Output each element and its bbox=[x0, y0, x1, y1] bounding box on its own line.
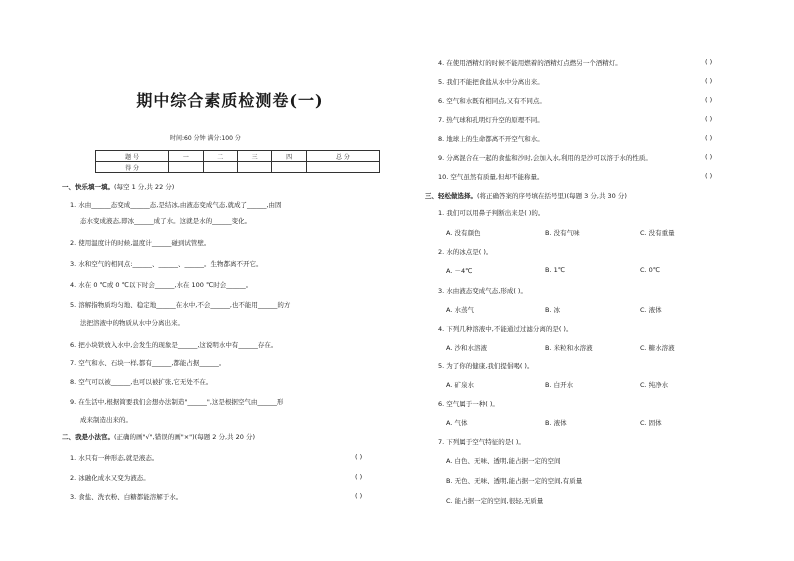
table-cell: 题 号 bbox=[96, 151, 169, 162]
option-c: C. 没有重量 bbox=[640, 229, 675, 237]
option-c: C. 0℃ bbox=[640, 266, 661, 274]
question-line: 8. 地球上的生命都离不开空气和水。 bbox=[438, 135, 544, 143]
option-a: A. 矿泉水 bbox=[446, 381, 474, 389]
option-b: B. 白开水 bbox=[545, 381, 574, 389]
page-title: 期中综合素质检测卷(一) bbox=[136, 91, 324, 110]
answer-paren: ( ) bbox=[705, 115, 713, 123]
exam-meta: 时间:60 分钟 满分:100 分 bbox=[170, 135, 241, 142]
question-line: 态水变成液态,即冰______成了水。这就是水的______变化。 bbox=[80, 217, 252, 225]
option-c: C. 液体 bbox=[640, 306, 662, 314]
section-note: (每空 1 分,共 22 分) bbox=[114, 183, 175, 191]
option-b: B. 米粒和水溶液 bbox=[545, 344, 593, 352]
question-line: 4. 下列几种溶液中,不能通过过滤分离的是( )。 bbox=[438, 325, 573, 333]
option-c: C. 能占据一定的空间,很轻,无质量 bbox=[446, 497, 544, 505]
question-line: 5. 我们不能把食盐从水中分离出来。 bbox=[438, 78, 544, 86]
question-line: 2. 冰融化成水又变为液态。 bbox=[70, 474, 150, 482]
question-line: 法把溶液中的物质从水中分离出来。 bbox=[80, 319, 184, 327]
score-header-row bbox=[96, 151, 380, 162]
answer-paren: ( ) bbox=[355, 492, 363, 500]
section-heading bbox=[62, 182, 174, 191]
table-cell: 二 bbox=[203, 151, 237, 162]
option-b: B. 冰 bbox=[545, 306, 561, 314]
score-table bbox=[95, 150, 380, 173]
section-note: (正确的画"√",错误的画"×")(每题 2 分,共 20 分) bbox=[114, 433, 255, 441]
option-b: B. 液体 bbox=[545, 419, 567, 427]
option-c: C. 纯净水 bbox=[640, 381, 669, 389]
option-a: A. 没有颜色 bbox=[446, 229, 481, 237]
option-c: C. 固体 bbox=[640, 419, 662, 427]
answer-paren: ( ) bbox=[705, 96, 713, 104]
question-line: 7. 下列属于空气特征的是( )。 bbox=[438, 438, 525, 446]
question-line: 5. 溶解指物质均匀地、稳定地______在水中,不会______,也不能用______的方 bbox=[70, 301, 291, 309]
section-note: (将正确答案的序号填在括号里)(每题 3 分,共 30 分) bbox=[477, 192, 627, 200]
answer-paren: ( ) bbox=[355, 453, 363, 461]
question-line: 成来制造出来的。 bbox=[80, 416, 132, 424]
question-line: 7. 空气和水、石块一样,都有______,都能占据______。 bbox=[70, 359, 226, 367]
question-line: 3. 食盐、洗衣粉、白糖都能溶解于水。 bbox=[70, 493, 183, 501]
question-line: 9. 在生活中,根据简要我们会想办法制造"______",这是根据空气由______形 bbox=[70, 398, 284, 406]
section-title: 一、快乐填一填。 bbox=[62, 183, 114, 191]
section-heading bbox=[425, 191, 627, 200]
option-a: A. 白色、无味、透明,能占据一定的空间 bbox=[446, 457, 561, 465]
question-line: 10. 空气虽然有质量,但却不能称量。 bbox=[438, 173, 544, 181]
question-line: 3. 水和空气的相同点:______、______、______。生物都离不开它。 bbox=[70, 260, 263, 268]
option-a: A. －4℃ bbox=[446, 267, 473, 275]
option-b: B. 没有气味 bbox=[545, 229, 580, 237]
table-cell: 总 分 bbox=[306, 151, 379, 162]
question-line: 1. 水只有一种形态,就是液态。 bbox=[70, 454, 159, 462]
option-a: A. 沙和水溶液 bbox=[446, 344, 487, 352]
table-cell bbox=[237, 162, 271, 173]
answer-paren: ( ) bbox=[705, 153, 713, 161]
option-a: A. 水蒸气 bbox=[446, 306, 474, 314]
question-line: 1. 我们可以用鼻子判断出来是( )的。 bbox=[438, 209, 545, 217]
section-title: 三、轻松做选择。 bbox=[425, 192, 477, 200]
answer-paren: ( ) bbox=[705, 58, 713, 66]
question-line: 5. 为了你的健康,我们提倡喝( )。 bbox=[438, 362, 534, 370]
question-line: 4. 在使用酒精灯的时候不能用燃着的酒精灯点燃另一个酒精灯。 bbox=[438, 59, 622, 67]
option-c: C. 糖水溶液 bbox=[640, 344, 675, 352]
question-line: 6. 空气和水既有相同点,又有不同点。 bbox=[438, 97, 546, 105]
table-cell: 得 分 bbox=[96, 162, 169, 173]
question-line: 9. 分离混合在一起的食盐和沙时,会加入水,利用的是沙可以溶于水的性质。 bbox=[438, 154, 652, 162]
table-cell bbox=[272, 162, 306, 173]
section-title: 二、我是小法官。 bbox=[62, 433, 114, 441]
question-line: 8. 空气可以被______,也可以被扩张,它无处不在。 bbox=[70, 378, 213, 386]
option-a: A. 气体 bbox=[446, 419, 468, 427]
question-line: 2. 使用温度计的时候,温度计______碰到试管壁。 bbox=[70, 239, 211, 247]
table-cell bbox=[306, 162, 379, 173]
question-line: 4. 水在 0 ℃或 0 ℃以下时会______,水在 100 ℃时会______。 bbox=[70, 281, 253, 289]
answer-paren: ( ) bbox=[705, 134, 713, 142]
option-b: B. 无色、无味、透明,能占据一定的空间,有质量 bbox=[446, 477, 583, 485]
table-cell: 四 bbox=[272, 151, 306, 162]
table-cell bbox=[169, 162, 203, 173]
question-line: 3. 水由液态变成气态,形成( )。 bbox=[438, 287, 527, 295]
answer-paren: ( ) bbox=[705, 172, 713, 180]
question-line: 7. 热气球和孔明灯升空的原理不同。 bbox=[438, 116, 544, 124]
table-cell: 一 bbox=[169, 151, 203, 162]
option-b: B. 1℃ bbox=[545, 266, 566, 274]
question-line: 1. 水由______态变成______态,是结冰,由液态变成气态,就成了______,由固 bbox=[70, 201, 282, 209]
score-value-row bbox=[96, 162, 380, 173]
answer-paren: ( ) bbox=[705, 77, 713, 85]
table-cell bbox=[203, 162, 237, 173]
table-cell: 三 bbox=[237, 151, 271, 162]
section-heading bbox=[62, 432, 255, 441]
question-line: 2. 水的冰点是( )。 bbox=[438, 248, 493, 256]
question-line: 6. 把小块铁放入水中,会发生的现象是______,这说明水中有______存在。 bbox=[70, 341, 278, 349]
question-line: 6. 空气属于一种( )。 bbox=[438, 400, 499, 408]
answer-paren: ( ) bbox=[355, 473, 363, 481]
